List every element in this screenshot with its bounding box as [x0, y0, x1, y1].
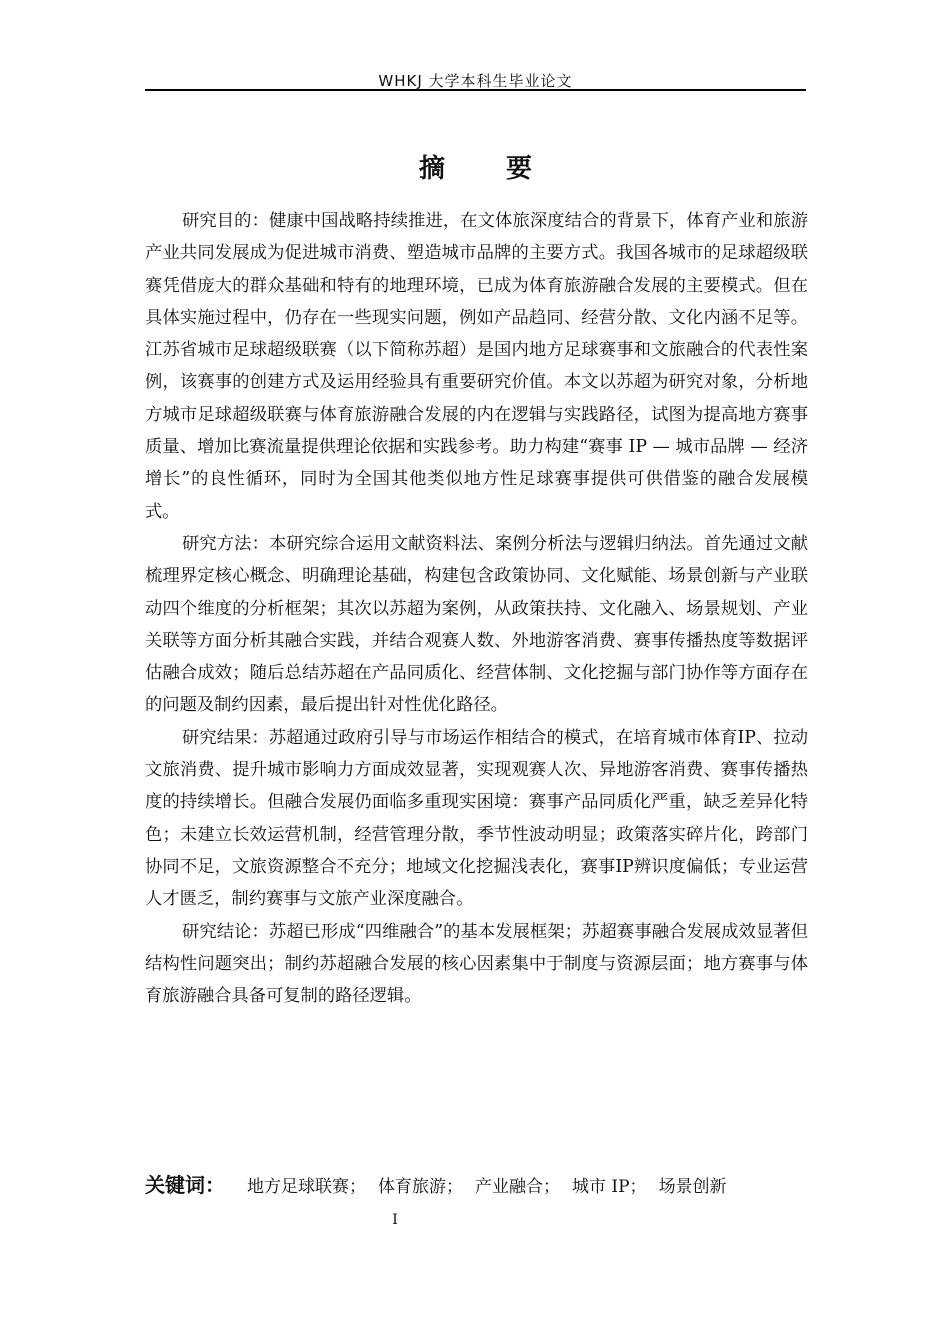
keywords-label: 关键词： [145, 1173, 225, 1197]
abstract-body [145, 205, 808, 1012]
page-title: 摘 要 [418, 154, 559, 184]
running-header: WHKJ 大学本科生毕业论文 [378, 72, 573, 90]
keyword-item: 产业融合； [475, 1177, 560, 1197]
keywords-line [145, 1170, 806, 1202]
keyword-item: 城市 IP； [572, 1177, 647, 1197]
abstract-paragraph-methods: 研究方法：本研究综合运用文献资料法、案例分析法与逻辑归纳法。首先通过文献梳理界定核心概念、明确理论基础，构建包含政策协同、文化赋能、场景创新与产业联动四个维度的分析框架；其次以苏超为案例，从政策扶持、文化融入、场景规划、产业关联等方面分析其融合实践，并结合观赛人数、外地游客消费、赛事传播热度等数据评估融合成效；随后总结苏超在产品同质化、经营体制、文化挖掘与部门协作等方面存在的问题及制约因素，最后提出针对性优化路径。 [145, 533, 808, 716]
header-rule [145, 89, 806, 91]
abstract-paragraph-conclusion: 研究结论：苏超已形成“四维融合”的基本发展框架；苏超赛事融合发展成效显著但结构性问题突出；制约苏超融合发展的核心因素集中于制度与资源层面；地方赛事与体育旅游融合具备可复制的路径逻辑。 [145, 921, 808, 1007]
abstract-paragraph-results: 研究结果：苏超通过政府引导与市场运作相结合的模式，在培育城市体育IP、拉动文旅消费、提升城市影响力方面成效显著，实现观赛人次、异地游客消费、赛事传播热度的持续增长。但融合发展仍面临多重现实困境：赛事产品同质化严重，缺乏差异化特色；未建立长效运营机制，经营管理分散，季节性波动明显；政策落实碎片化，跨部门协同不足，文旅资源整合不充分；地域文化挖掘浅表化，赛事IP辨识度偏低；专业运营人才匮乏，制约赛事与文旅产业深度融合。 [145, 727, 808, 910]
page-number: I [392, 1212, 398, 1228]
keyword-item: 地方足球联赛； [247, 1177, 366, 1197]
keyword-item: 体育旅游； [378, 1177, 463, 1197]
keyword-item: 场景创新 [658, 1177, 727, 1197]
abstract-paragraph-purpose: 研究目的：健康中国战略持续推进，在文体旅深度结合的背景下，体育产业和旅游产业共同发展成为促进城市消费、塑造城市品牌的主要方式。我国各城市的足球超级联赛凭借庞大的群众基础和特有的地理环境，已成为体育旅游融合发展的主要模式。但在具体实施过程中，仍存在一些现实问题，例如产品趋同、经营分散、文化内涵不足等。江苏省城市足球超级联赛（以下简称苏超）是国内地方足球赛事和文旅融合的代表性案例，该赛事的创建方式及运用经验具有重要研究价值。本文以苏超为研究对象，分析地方城市足球超级联赛与体育旅游融合发展的内在逻辑与实践路径，试图为提高地方赛事质量、增加比赛流量提供理论依据和实践参考。助力构建“赛事 IP — 城市品牌 — 经济增长”的良性循环，同时为全国其他类似地方性足球赛事提供可供借鉴的融合发展模式。 [145, 211, 808, 522]
